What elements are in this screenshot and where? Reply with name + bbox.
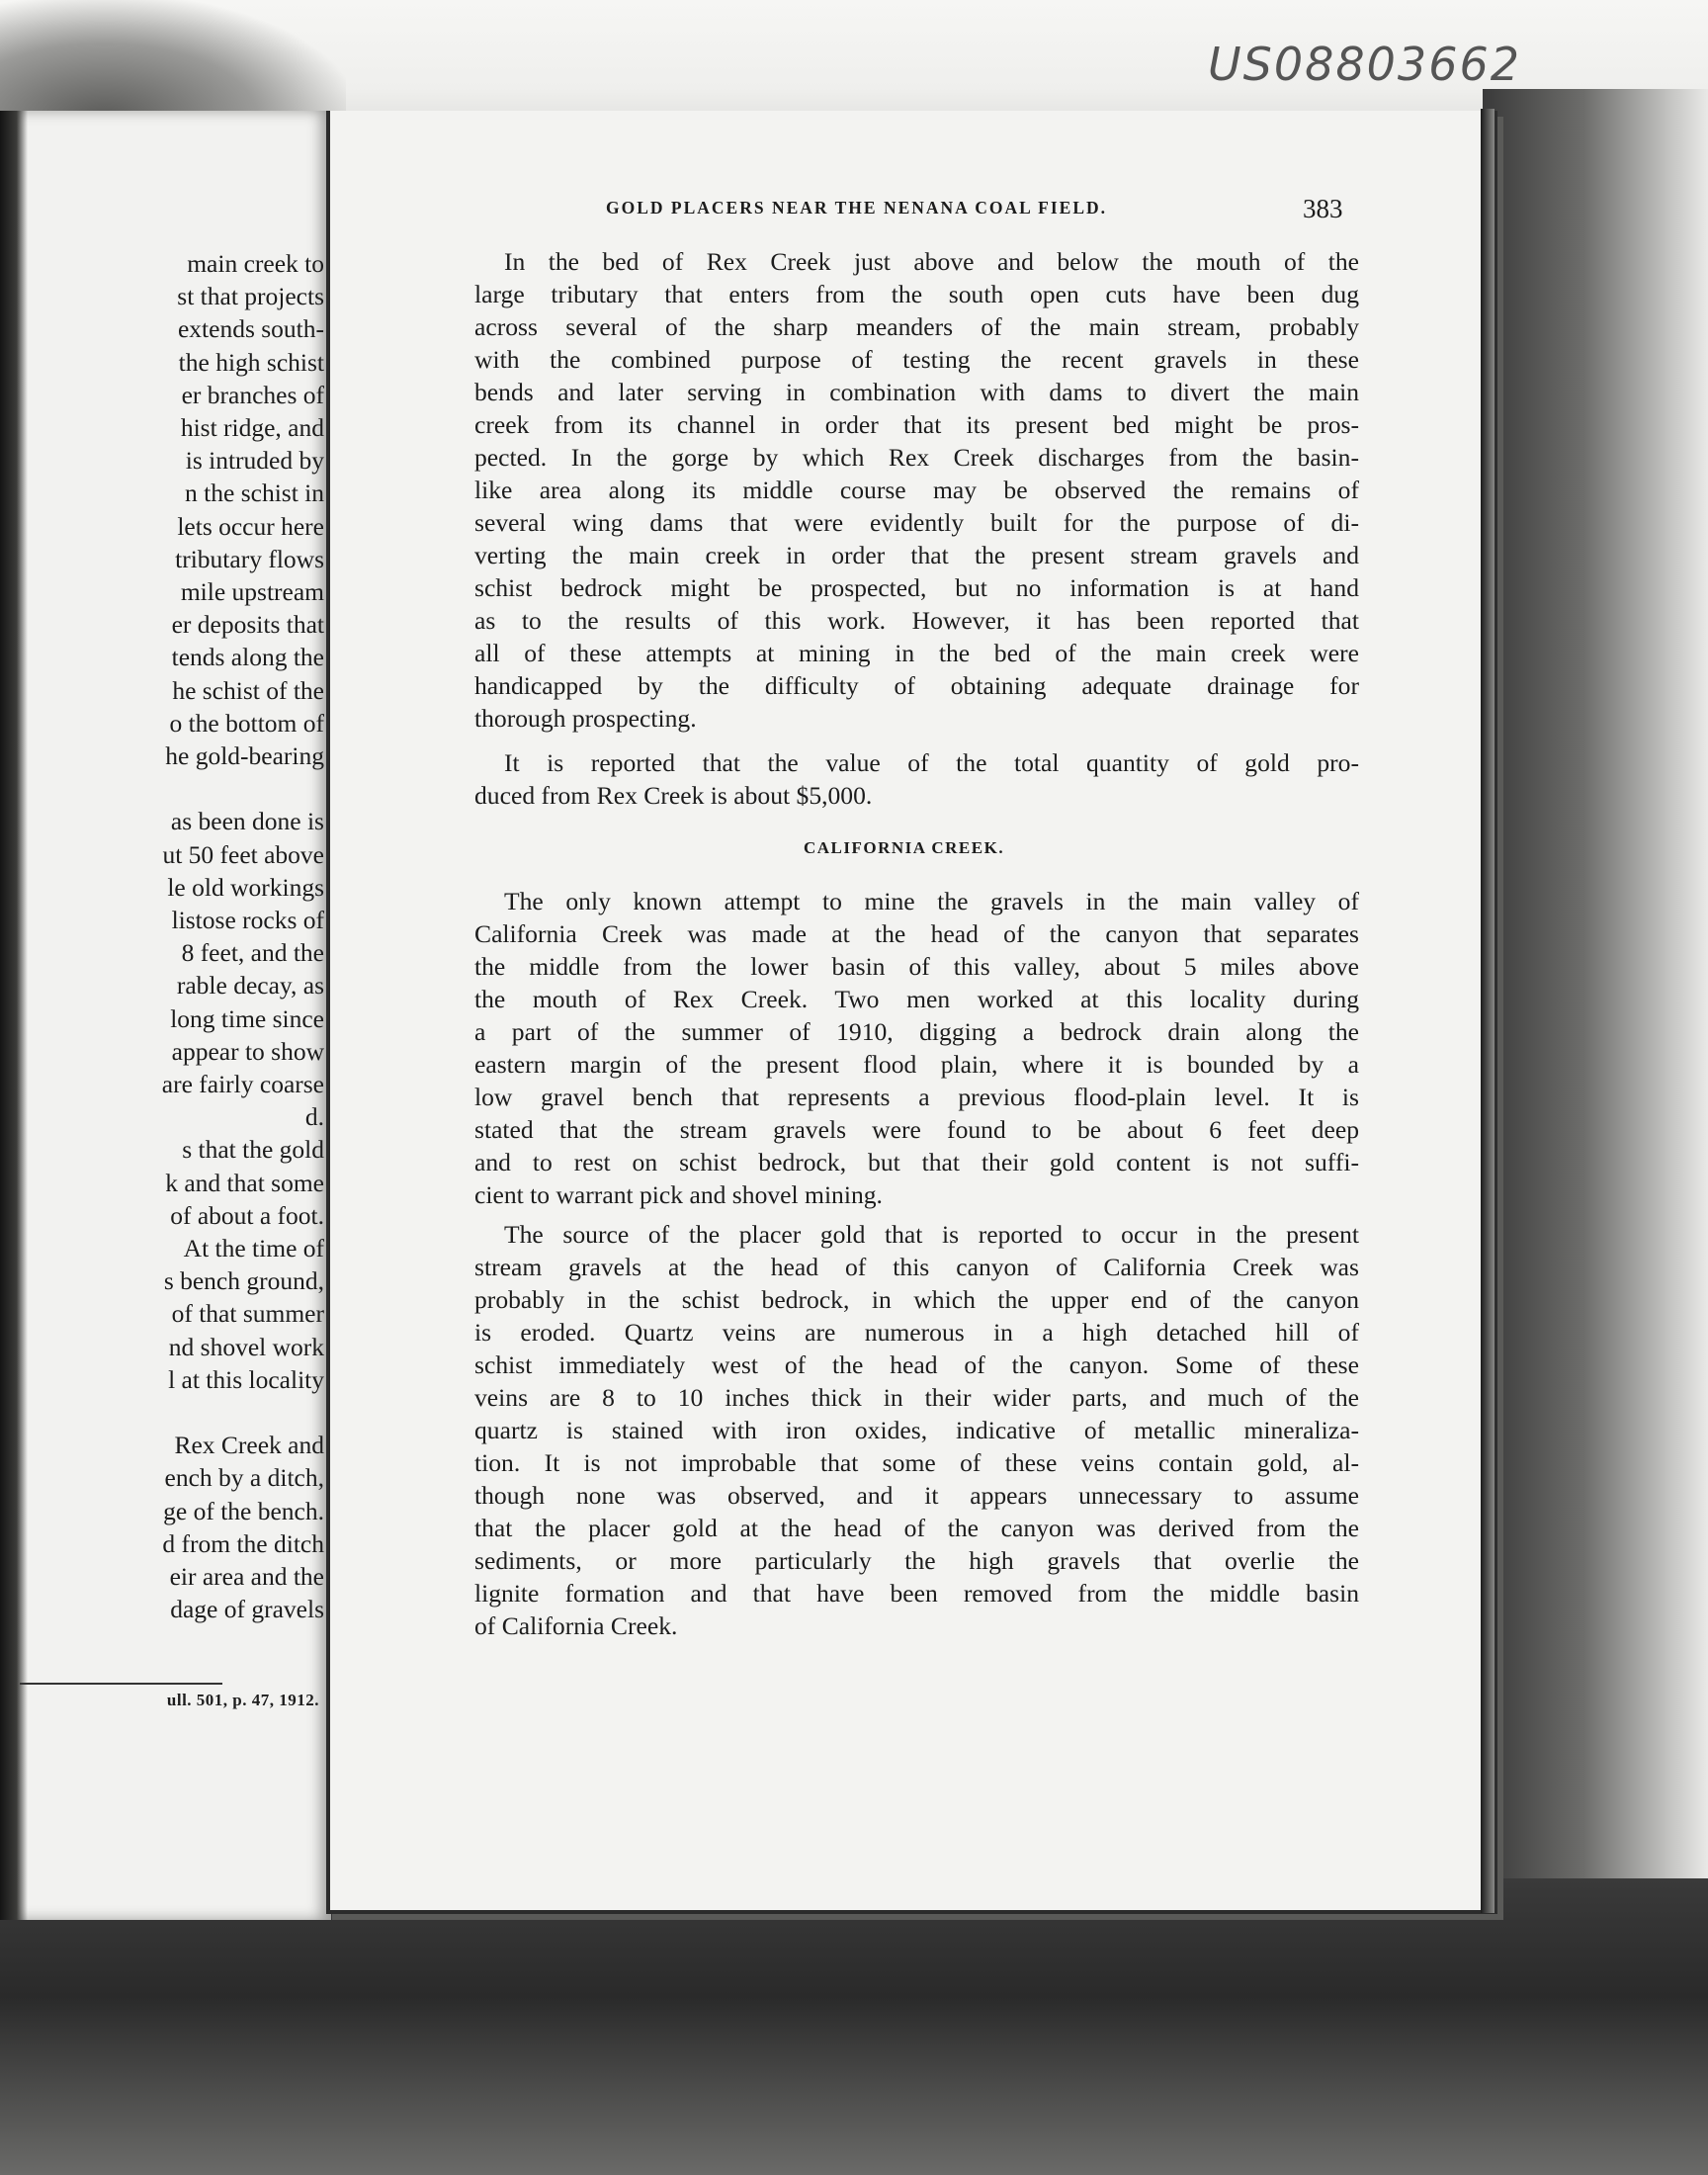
text-line: tion. It is not improbable that some of these veins contain gold, al- (474, 1448, 1359, 1477)
catalog-number: US08803662 (1208, 38, 1522, 91)
left-page-line: listose rocks of (171, 906, 324, 934)
text-line: several wing dams that were evidently built for the purpose of di- (474, 508, 1359, 537)
text-line: It is reported that the value of the total quantity of gold pro- (504, 748, 1359, 777)
left-page-line: s that the gold (182, 1135, 324, 1165)
scan-shadow-right (1483, 89, 1708, 1987)
left-page-line: er deposits that (171, 610, 324, 640)
text-line: The only known attempt to mine the gravels in the main valley of (504, 887, 1359, 915)
left-page-line: le old workings (167, 872, 324, 902)
left-page-line: mile upstream (180, 577, 324, 606)
left-page-line: are fairly coarse (161, 1070, 324, 1098)
left-page-line: At the time of (183, 1234, 324, 1262)
left-page-line: of that summer (171, 1299, 324, 1329)
text-line: like area along its middle course may be observed the remains of (474, 476, 1359, 504)
text-line: that the placer gold at the head of the canyon was derived from the (474, 1514, 1359, 1542)
left-page-line: long time since (170, 1003, 324, 1033)
left-page-line: eir area and the (169, 1562, 324, 1591)
left-page-line: l at this locality (168, 1364, 324, 1394)
left-page-line: d. (304, 1102, 324, 1132)
text-line: with the combined purpose of testing the recent gravels in these (474, 345, 1359, 374)
left-page-line: k and that some (165, 1168, 324, 1197)
left-page-line: he gold-bearing (165, 741, 324, 770)
paragraph-placer-source (474, 1218, 1359, 1642)
text-line: schist bedrock might be prospected, but no information is at hand (474, 573, 1359, 602)
text-line: a part of the summer of 1910, digging a bedrock drain along the (474, 1017, 1359, 1046)
paragraph-rex-creek (474, 245, 1359, 735)
text-line: pected. In the gorge by which Rex Creek discharges from the basin- (474, 443, 1359, 472)
text-line: schist immediately west of the head of the canyon. Some of these (474, 1350, 1359, 1379)
section-heading: CALIFORNIA CREEK. (804, 838, 1005, 857)
page-edge (1481, 109, 1494, 1913)
page-number: 383 (1303, 194, 1343, 223)
text-line: handicapped by the difficulty of obtaining adequate drainage for (474, 671, 1359, 700)
left-page-line: dage of gravels (170, 1595, 324, 1624)
left-page-line: as been done is (170, 807, 324, 836)
left-page-line: the high schist (178, 347, 324, 377)
paragraph-rex-creek-value (474, 746, 1359, 812)
text-line: bends and later serving in combination with dams to divert the main (474, 378, 1359, 406)
text-line: The source of the placer gold that is reported to occur in the present (504, 1220, 1359, 1249)
text-line: as to the results of this work. However, it has been reported that (474, 606, 1359, 635)
left-footnote: ull. 501, p. 47, 1912. (166, 1691, 319, 1709)
text-line: and to rest on schist bedrock, but that their gold content is not suffi- (474, 1148, 1359, 1176)
text-line: though none was observed, and it appears unnecessary to assume (474, 1481, 1359, 1510)
text-line: quartz is stained with iron oxides, indicative of metallic mineraliza- (474, 1416, 1359, 1444)
left-page-line: ut 50 feet above (162, 839, 324, 869)
left-page-line: s bench ground, (163, 1266, 324, 1296)
text-line: sediments, or more particularly the high gravels that overlie the (474, 1546, 1359, 1575)
left-page-line: ge of the bench. (163, 1496, 324, 1525)
text-line: stated that the stream gravels were found to be about 6 feet deep (474, 1115, 1359, 1144)
text-line: duced from Rex Creek is about $5,000. (474, 781, 873, 810)
left-page-line: is intruded by (185, 446, 324, 476)
text-line: large tributary that enters from the south open cuts have been dug (474, 280, 1359, 308)
text-line: across several of the sharp meanders of the main stream, probably (474, 312, 1359, 341)
left-page-line: tributary flows (175, 544, 324, 573)
left-page-line: appear to show (171, 1036, 324, 1066)
left-page-line: Rex Creek and (174, 1431, 324, 1460)
left-page-line: extends south- (177, 314, 324, 344)
left-page-line: of about a foot. (170, 1200, 324, 1230)
text-line: cient to warrant pick and shovel mining. (474, 1180, 883, 1209)
text-line: probably in the schist bedrock, in which the upper end of the canyon (474, 1285, 1359, 1314)
left-page-line: n the schist in (185, 478, 324, 508)
left-page-line: lets occur here (177, 511, 324, 541)
left-page-line: st that projects (177, 282, 324, 311)
text-line: stream gravels at the head of this canyon of California Creek was (474, 1253, 1359, 1281)
left-page-line: nd shovel work (168, 1332, 324, 1361)
text-line: verting the main creek in order that the present stream gravels and (474, 541, 1359, 569)
text-line: the middle from the lower basin of this valley, about 5 miles above (474, 952, 1359, 981)
footnote-rule (20, 1683, 222, 1685)
text-line: is eroded. Quartz veins are numerous in a high detached hill of (474, 1318, 1359, 1347)
text-line: creek from its channel in order that its present bed might be pros- (474, 410, 1359, 439)
left-page-line: tends along the (171, 643, 324, 672)
left-page-line: main creek to (187, 249, 324, 278)
left-page-line: ench by a ditch, (164, 1463, 324, 1493)
text-line: eastern margin of the present flood plain, where it is bounded by a (474, 1050, 1359, 1079)
text-line: lignite formation and that have been removed from the middle basin (474, 1579, 1359, 1608)
left-page-line: o the bottom of (169, 708, 324, 738)
running-head: GOLD PLACERS NEAR THE NENANA COAL FIELD. (606, 198, 1108, 218)
left-page-line: rable decay, as (176, 971, 324, 1000)
text-line: all of these attempts at mining in the bed of the main creek were (474, 639, 1359, 667)
text-line: thorough prospecting. (474, 704, 697, 733)
left-page-line: 8 feet, and the (181, 938, 324, 968)
paragraph-california-creek (474, 885, 1359, 1211)
text-line: In the bed of Rex Creek just above and below the mouth of the (504, 247, 1359, 276)
text-line: veins are 8 to 10 inches thick in their wider parts, and much of the (474, 1383, 1359, 1412)
left-page-line: he schist of the (172, 675, 324, 705)
left-page-line: d from the ditch (162, 1528, 324, 1558)
left-page (0, 111, 331, 1920)
left-page-line: er branches of (181, 380, 324, 409)
text-line: of California Creek. (474, 1611, 678, 1640)
scan-background-bottom (0, 1878, 1708, 2175)
left-page-line: hist ridge, and (180, 413, 324, 442)
text-line: California Creek was made at the head of the canyon that separates (474, 919, 1359, 948)
text-line: the mouth of Rex Creek. Two men worked at this locality during (474, 985, 1359, 1013)
text-line: low gravel bench that represents a previous flood-plain level. It is (474, 1083, 1359, 1111)
